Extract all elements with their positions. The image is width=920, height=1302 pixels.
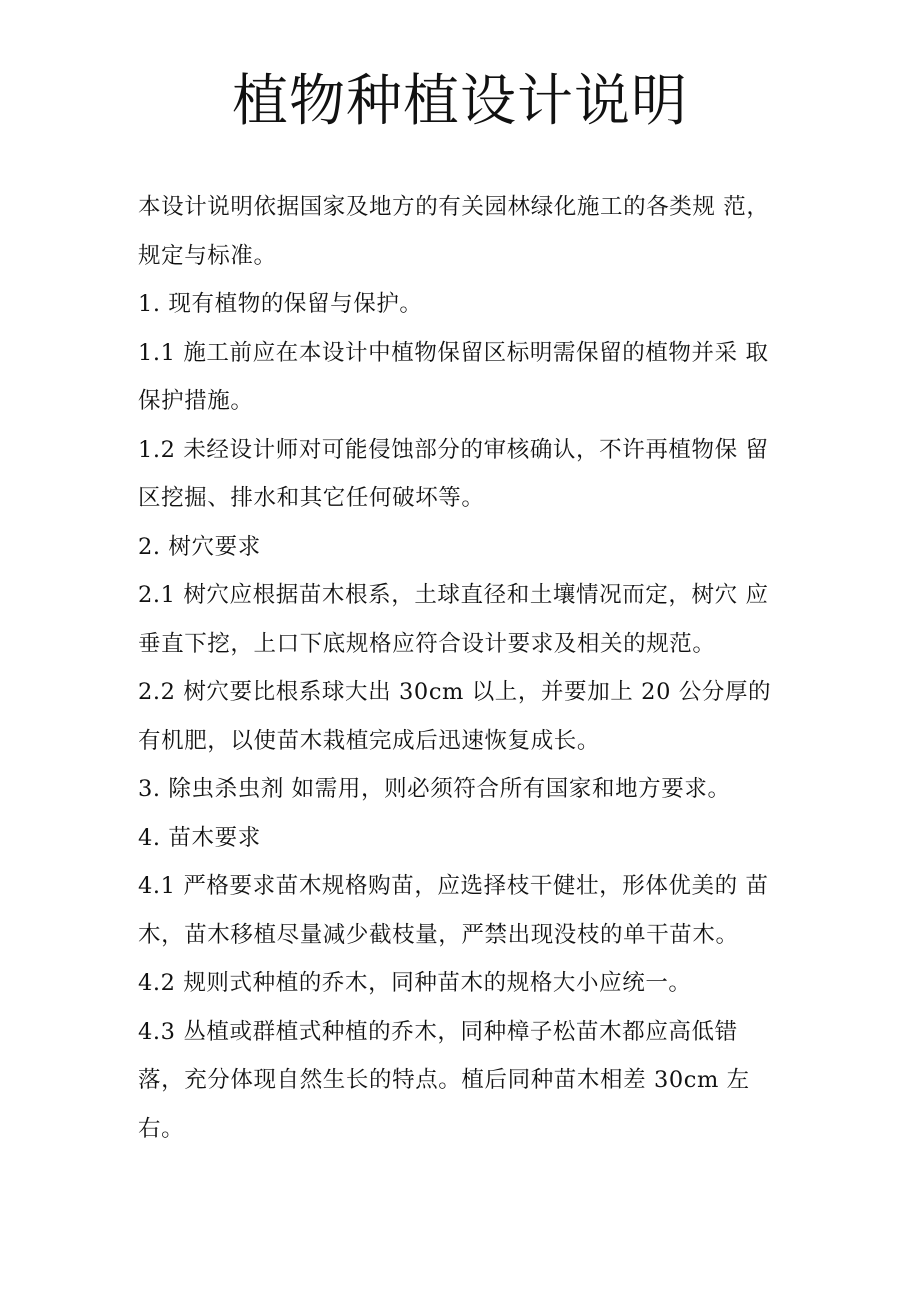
paragraph-line: 有机肥，以使苗木栽植完成后迅速恢复成长。 <box>138 727 601 754</box>
paragraph-line: 落，充分体现自然生长的特点。植后同种苗木相差 30cm 左 <box>138 1067 750 1093</box>
section-heading: 4. 苗木要求 <box>138 824 261 851</box>
document-title: 植物种植设计说明 <box>232 69 688 134</box>
paragraph-line: 1.2 未经设计师对可能侵蚀部分的审核确认，不许再植物保 留 <box>138 436 769 463</box>
paragraph-line: 垂直下挖，上口下底规格应符合设计要求及相关的规范。 <box>138 630 716 657</box>
paragraph-line: 4.3 丛植或群植式种植的乔木，同种樟子松苗木都应高低错 <box>138 1018 738 1045</box>
paragraph-line: 规定与标准。 <box>138 242 277 269</box>
paragraph-line: 1.1 施工前应在本设计中植物保留区标明需保留的植物并采 取 <box>138 339 769 366</box>
paragraph-line: 2.1 树穴应根据苗木根系，土球直径和土壤情况而定，树穴 应 <box>138 582 769 608</box>
paragraph-line: 2.2 树穴要比根系球大出 30cm 以上，并要加上 20 公分厚的 <box>138 679 772 705</box>
paragraph-line: 本设计说明依据国家及地方的有关园林绿化施工的各类规 范， <box>138 194 770 220</box>
paragraph-line: 4.2 规则式种植的乔木，同种苗木的规格大小应统一。 <box>138 970 692 996</box>
section-heading: 3. 除虫杀虫剂 如需用，则必须符合所有国家和地方要求。 <box>138 776 731 802</box>
paragraph-line: 保护措施。 <box>138 388 254 414</box>
paragraph-line: 右。 <box>138 1115 185 1142</box>
section-heading: 1. 现有植物的保留与保护。 <box>138 291 423 317</box>
paragraph-line: 4.1 严格要求苗木规格购苗，应选择枝干健壮，形体优美的 苗 <box>138 873 769 899</box>
paragraph-line: 木，苗木移植尽量减少截枝量，严禁出现没枝的单干苗木。 <box>138 921 739 948</box>
paragraph-line: 区挖掘、排水和其它任何破坏等。 <box>138 485 485 511</box>
section-heading: 2. 树穴要求 <box>138 533 261 560</box>
document-body <box>138 193 798 1163</box>
